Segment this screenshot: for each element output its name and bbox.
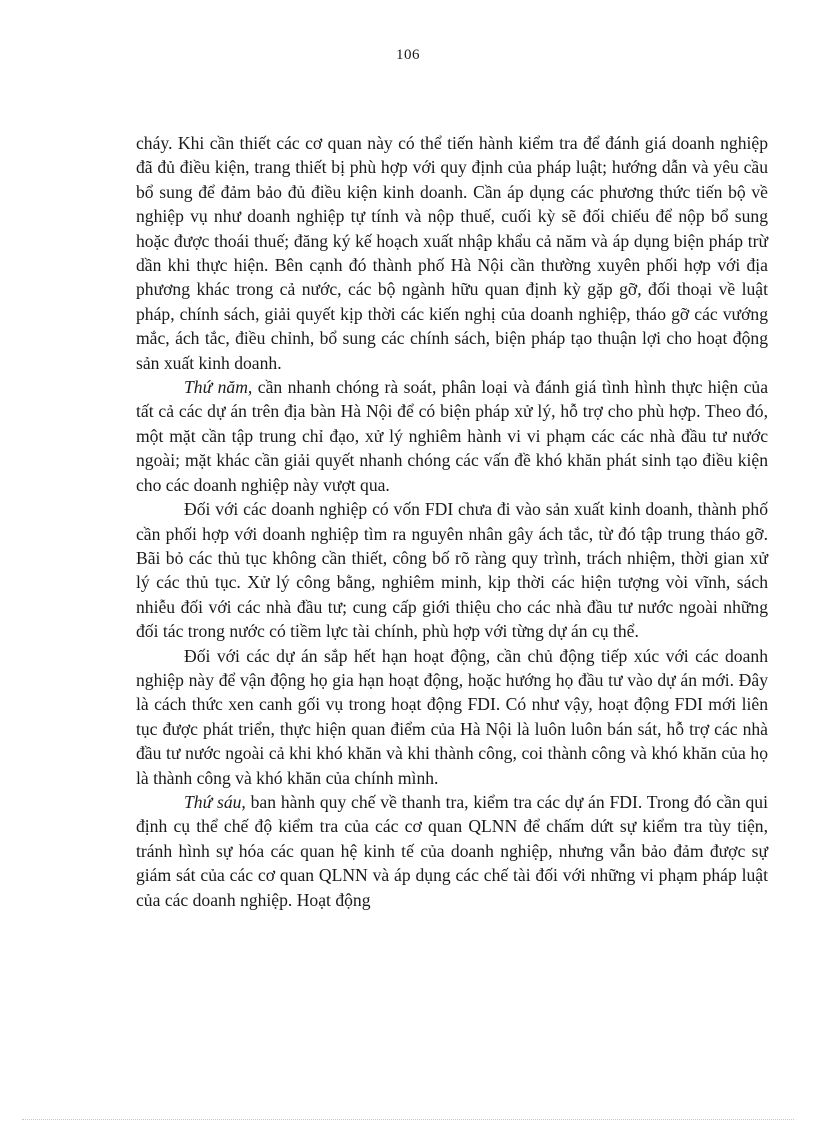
paragraph-thu-nam bbox=[136, 375, 768, 497]
paragraph-lead: Thứ sáu, bbox=[184, 791, 246, 812]
document-body bbox=[136, 131, 768, 912]
paragraph-fdi-not-operating bbox=[136, 497, 768, 643]
paragraph-text: Đối với các doanh nghiệp có vốn FDI chưa đi vào sản xuất kinh doanh, thành phố cần phối hợp với doanh nghiệp tìm ra nguyên nhân gây ách tắc, từ đó tập trung tháo gỡ. Bãi bỏ các thủ tục không cần thiết, công bố rõ ràng quy trình, trách nhiệm, thời gian xử lý các thủ tục. Xử lý công bằng, nghiêm minh, kịp thời các hiện tượng vòi vĩnh, sách nhiễu đối với các nhà đầu tư; cung cấp giới thiệu cho các nhà đầu tư nước ngoài những đối tác trong nước có tiềm lực tài chính, phù hợp với từng dự án cụ thể. bbox=[136, 499, 768, 642]
paragraph-expiring-projects bbox=[136, 644, 768, 790]
page-bottom-border bbox=[22, 1119, 794, 1120]
paragraph-thu-sau bbox=[136, 790, 768, 912]
paragraph-text: cần nhanh chóng rà soát, phân loại và đánh giá tình hình thực hiện của tất cả các dự án trên địa bàn Hà Nội để có biện pháp xử lý, hỗ trợ cho phù hợp. Theo đó, một mặt cần tập trung chỉ đạo, xử lý nghiêm hành vi vi phạm các các nhà đầu tư nước ngoài; mặt khác cần giải quyết nhanh chóng các vấn đề khó khăn phát sinh tạo điều kiện cho các doanh nghiệp này vượt qua. bbox=[136, 377, 768, 495]
paragraph-lead: Thứ năm, bbox=[184, 377, 253, 398]
paragraph-text: cháy. Khi cần thiết các cơ quan này có thể tiến hành kiểm tra để đánh giá doanh nghiệp đã đủ điều kiện, trang thiết bị phù hợp với quy định của pháp luật; hướng dẫn và yêu cầu bổ sung để đảm bảo đủ điều kiện kinh doanh. Cần áp dụng các phương thức tiến bộ về nghiệp vụ như doanh nghiệp tự tính và nộp thuế, cuối kỳ sẽ đối chiếu để nộp bổ sung hoặc được thoái thuế; đăng ký kế hoạch xuất nhập khẩu cả năm và áp dụng biện pháp trừ dần khi thực hiện. Bên cạnh đó thành phố Hà Nội cần thường xuyên phối hợp với địa phương khác trong cả nước, các bộ ngành hữu quan định kỳ gặp gỡ, đối thoại về luật pháp, chính sách, giải quyết kịp thời các kiến nghị của doanh nghiệp, tháo gỡ các vướng mắc, ách tắc, điều chỉnh, bổ sung các chính sách, biện pháp tạo thuận lợi cho hoạt động sản xuất kinh doanh. bbox=[136, 133, 768, 373]
paragraph-text: Đối với các dự án sắp hết hạn hoạt động, cần chủ động tiếp xúc với các doanh nghiệp này để vận động họ gia hạn hoạt động, hoặc hướng họ đầu tư vào dự án mới. Đây là cách thức xen canh gối vụ trong hoạt động FDI. Có như vậy, hoạt động FDI mới liên tục được phát triển, thực hiện quan điểm của Hà Nội là luôn luôn bán sát, hỗ trợ các nhà đầu tư nước ngoài cả khi khó khăn và khi thành công, coi thành công và khó khăn của họ là thành công và khó khăn của chính mình. bbox=[136, 645, 768, 788]
paragraph-text: ban hành quy chế về thanh tra, kiểm tra các dự án FDI. Trong đó cần qui định cụ thể chế độ kiểm tra của các cơ quan QLNN để chấm dứt sự kiểm tra tùy tiện, tránh hình sự hóa các quan hệ kinh tế của doanh nghiệp, nhưng vẫn bảo đảm được sự giám sát của các cơ quan QLNN và áp dụng các chế tài đối với những vi phạm pháp luật của các doanh nghiệp. Hoạt động bbox=[136, 791, 768, 910]
paragraph-continuation bbox=[136, 131, 768, 375]
page-number: 106 bbox=[396, 47, 420, 63]
